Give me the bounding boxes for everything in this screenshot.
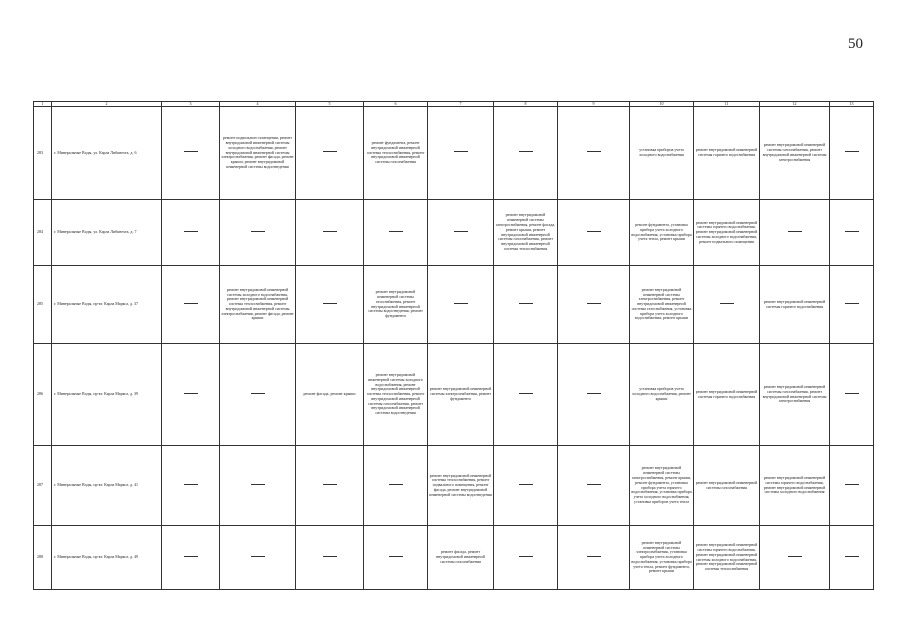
work-cell: ремонт внутридомовой инженерной системы электроснабжения, ремонт крыши, ремонт фундамента, установка прибора учета горячего водоснабжения, установка прибора учета холодного водоснабжения, установка приборов учета тепла xyxy=(630,446,694,526)
column-number: 8 xyxy=(494,102,558,107)
empty-dash-cell xyxy=(830,200,874,266)
empty-dash-cell xyxy=(428,266,494,344)
empty-dash-cell xyxy=(428,200,494,266)
dash-mark xyxy=(720,303,734,304)
empty-dash-cell xyxy=(364,526,428,590)
empty-dash-cell xyxy=(558,266,630,344)
dash-mark xyxy=(587,231,601,232)
work-cell: ремонт внутридомовой инженерной системы горячего водоснабжения, ремонт внутридомовой инженерной системы холодного водоснабжения xyxy=(760,446,830,526)
dash-mark xyxy=(184,556,198,557)
dash-mark xyxy=(389,484,403,485)
table-row xyxy=(34,526,874,590)
row-number: 285 xyxy=(34,266,52,344)
dash-mark xyxy=(323,231,337,232)
empty-dash-cell xyxy=(830,344,874,446)
dash-mark xyxy=(323,484,337,485)
column-number: 2 xyxy=(52,102,162,107)
dash-mark xyxy=(323,556,337,557)
work-cell: ремонт внутридомовой инженерной системы газоснабжения, ремонт внутридомовой инженерной системы электроснабжения xyxy=(760,344,830,446)
work-cell: ремонт фасада, ремонт крыши xyxy=(296,344,364,446)
empty-dash-cell xyxy=(220,526,296,590)
dash-mark xyxy=(389,556,403,557)
work-cell: ремонт внутридомовой инженерной системы горячего водоснабжения xyxy=(694,107,760,200)
row-number: 288 xyxy=(34,526,52,590)
dash-mark xyxy=(587,303,601,304)
dash-mark xyxy=(323,303,337,304)
dash-mark xyxy=(184,303,198,304)
column-number: 1 xyxy=(34,102,52,107)
work-cell: установка приборов учета холодного водоснабжения, ремонт крыши xyxy=(630,344,694,446)
column-number: 6 xyxy=(364,102,428,107)
column-number: 4 xyxy=(220,102,296,107)
empty-dash-cell xyxy=(220,446,296,526)
dash-mark xyxy=(454,151,468,152)
work-cell: ремонт внутридомовой инженерной системы холодного водоснабжения, ремонт внутридомовой инженерной системы теплоснабжения, ремонт внутридомовой инженерной системы газоснабжения, ремонт внутридомовой инженерной системы водоотведения xyxy=(364,344,428,446)
empty-dash-cell xyxy=(364,446,428,526)
dash-mark xyxy=(519,484,533,485)
dash-mark xyxy=(845,151,859,152)
address-cell: г. Минеральные Воды, ул. Карла Либкнехта, д. 6 xyxy=(52,107,162,200)
empty-dash-cell xyxy=(296,446,364,526)
dash-mark xyxy=(251,231,265,232)
empty-dash-cell xyxy=(296,200,364,266)
dash-mark xyxy=(845,556,859,557)
dash-mark xyxy=(184,231,198,232)
address-cell: г. Минеральные Воды, пр-кт. Карла Маркса, д. 49 xyxy=(52,526,162,590)
dash-mark xyxy=(184,393,198,394)
column-number: 12 xyxy=(760,102,830,107)
dash-mark xyxy=(251,393,265,394)
dash-mark xyxy=(845,484,859,485)
dash-mark xyxy=(184,484,198,485)
column-number: 9 xyxy=(558,102,630,107)
dash-mark xyxy=(587,556,601,557)
dash-mark xyxy=(389,231,403,232)
work-cell: ремонт внутридомовой инженерной системы электроснабжения, установка прибора учета холодного водоснабжения, установка прибора учета тепла, ремонт фундамента, ремонт крыши xyxy=(630,526,694,590)
empty-dash-cell xyxy=(494,266,558,344)
address-cell: г. Минеральные Воды, ул. Карла Либкнехта, д. 7 xyxy=(52,200,162,266)
table-row xyxy=(34,107,874,200)
row-number: 284 xyxy=(34,200,52,266)
table-row xyxy=(34,344,874,446)
dash-mark xyxy=(788,231,802,232)
empty-dash-cell xyxy=(494,526,558,590)
empty-dash-cell xyxy=(220,200,296,266)
work-cell: ремонт внутридомовой инженерной системы электроснабжения, ремонт внутридомовой инженерной системы газоснабжения, установка прибора учета холодного водоснабжения, ремонт крыши xyxy=(630,266,694,344)
empty-dash-cell xyxy=(220,344,296,446)
empty-dash-cell xyxy=(162,200,220,266)
dash-mark xyxy=(251,484,265,485)
address-cell: г. Минеральные Воды, пр-кт. Карла Маркса, д. 37 xyxy=(52,266,162,344)
work-cell: установка приборов учета холодного водоснабжения xyxy=(630,107,694,200)
dash-mark xyxy=(184,151,198,152)
work-cell: ремонт внутридомовой инженерной системы горячего водоснабжения, ремонт внутридомовой инженерной системы холодного водоснабжения, ремонт внутридомовой инженерной системы теплоснабжения xyxy=(694,526,760,590)
work-cell: ремонт внутридомовой инженерной системы горячего водоснабжения xyxy=(694,344,760,446)
address-cell: г. Минеральные Воды, пр-кт. Карла Маркса, д. 41 xyxy=(52,446,162,526)
dash-mark xyxy=(454,231,468,232)
empty-dash-cell xyxy=(296,107,364,200)
column-number: 7 xyxy=(428,102,494,107)
dash-mark xyxy=(845,303,859,304)
table-row xyxy=(34,266,874,344)
empty-dash-cell xyxy=(494,446,558,526)
table-row xyxy=(34,446,874,526)
row-number: 286 xyxy=(34,344,52,446)
column-number: 11 xyxy=(694,102,760,107)
column-number: 10 xyxy=(630,102,694,107)
column-number: 3 xyxy=(162,102,220,107)
dash-mark xyxy=(587,393,601,394)
work-cell: ремонт внутридомовой инженерной системы холодного водоснабжения, ремонт внутридомовой инженерной системы теплоснабжения, ремонт внутридомовой инженерной системы электроснабжения, ремонт фасада, ремонт крыши xyxy=(220,266,296,344)
work-cell: ремонт внутридомовой инженерной системы электроснабжения, ремонт фундамента xyxy=(428,344,494,446)
page-number: 50 xyxy=(848,36,863,52)
dash-mark xyxy=(845,393,859,394)
empty-dash-cell xyxy=(364,200,428,266)
work-cell: ремонт внутридомовой инженерной системы горячего водоснабжения xyxy=(760,266,830,344)
empty-dash-cell xyxy=(760,526,830,590)
dash-mark xyxy=(251,556,265,557)
work-cell: ремонт фундамента, ремонт внутридомовой инженерной системы теплоснабжения, ремонт внутридомовой инженерной системы газоснабжения xyxy=(364,107,428,200)
empty-dash-cell xyxy=(428,107,494,200)
empty-dash-cell xyxy=(830,526,874,590)
work-cell: ремонт фундамента, установка прибора учета холодного водоснабжения, установка прибора учета тепла, ремонт крыши xyxy=(630,200,694,266)
work-cell: ремонт внутридомовой инженерной системы теплоснабжения, ремонт подвального помещения, ремонт фасада, ремонт внутридомовой инженерной системы водоотведения xyxy=(428,446,494,526)
row-number: 287 xyxy=(34,446,52,526)
work-cell: ремонт подвального помещения, ремонт внутридомовой инженерной системы холодного водоснабжения, ремонт внутридомовой инженерной системы электроснабжения, ремонт фасада, ремонт крыши, ремонт внутридомовой инженерной системы водоотведения xyxy=(220,107,296,200)
empty-dash-cell xyxy=(830,266,874,344)
empty-dash-cell xyxy=(830,446,874,526)
dash-mark xyxy=(454,303,468,304)
repair-schedule-table xyxy=(33,101,874,590)
dash-mark xyxy=(519,393,533,394)
dash-mark xyxy=(519,303,533,304)
row-number: 283 xyxy=(34,107,52,200)
empty-dash-cell xyxy=(558,107,630,200)
empty-dash-cell xyxy=(558,446,630,526)
dash-mark xyxy=(587,151,601,152)
work-cell: ремонт внутридомовой инженерной системы газоснабжения, ремонт внутридомовой инженерной системы электроснабжения xyxy=(760,107,830,200)
column-number: 5 xyxy=(296,102,364,107)
work-cell: ремонт внутридомовой инженерной системы электроснабжения, ремонт фасада, ремонт крыши, ремонт внутридомовой инженерной системы газоснабжения, ремонт внутридомовой инженерной системы теплоснабжения xyxy=(494,200,558,266)
dash-mark xyxy=(587,484,601,485)
empty-dash-cell xyxy=(162,344,220,446)
table-row xyxy=(34,200,874,266)
dash-mark xyxy=(788,556,802,557)
empty-dash-cell xyxy=(558,526,630,590)
address-cell: г. Минеральные Воды, пр-кт. Карла Маркса, д. 39 xyxy=(52,344,162,446)
dash-mark xyxy=(323,151,337,152)
dash-mark xyxy=(845,231,859,232)
work-cell: ремонт внутридомовой инженерной системы горячего водоснабжения, ремонт внутридомовой инженерной системы холодного водоснабжения, ремонт подвального помещения xyxy=(694,200,760,266)
empty-dash-cell xyxy=(830,107,874,200)
dash-mark xyxy=(519,151,533,152)
empty-dash-cell xyxy=(296,266,364,344)
work-cell: ремонт фасада, ремонт внутридомовой инженерной системы газоснабжения xyxy=(428,526,494,590)
empty-dash-cell xyxy=(162,266,220,344)
empty-dash-cell xyxy=(760,200,830,266)
empty-dash-cell xyxy=(558,344,630,446)
empty-dash-cell xyxy=(494,344,558,446)
work-cell: ремонт внутридомовой инженерной системы газоснабжения xyxy=(694,446,760,526)
empty-dash-cell xyxy=(494,107,558,200)
column-number: 13 xyxy=(830,102,874,107)
empty-dash-cell xyxy=(162,446,220,526)
work-cell: ремонт внутридомовой инженерной системы газоснабжения, ремонт внутридомовой инженерной системы водоотведения, ремонт фундамента xyxy=(364,266,428,344)
dash-mark xyxy=(519,556,533,557)
empty-dash-cell xyxy=(296,526,364,590)
empty-dash-cell xyxy=(694,266,760,344)
empty-dash-cell xyxy=(162,526,220,590)
empty-dash-cell xyxy=(162,107,220,200)
empty-dash-cell xyxy=(558,200,630,266)
